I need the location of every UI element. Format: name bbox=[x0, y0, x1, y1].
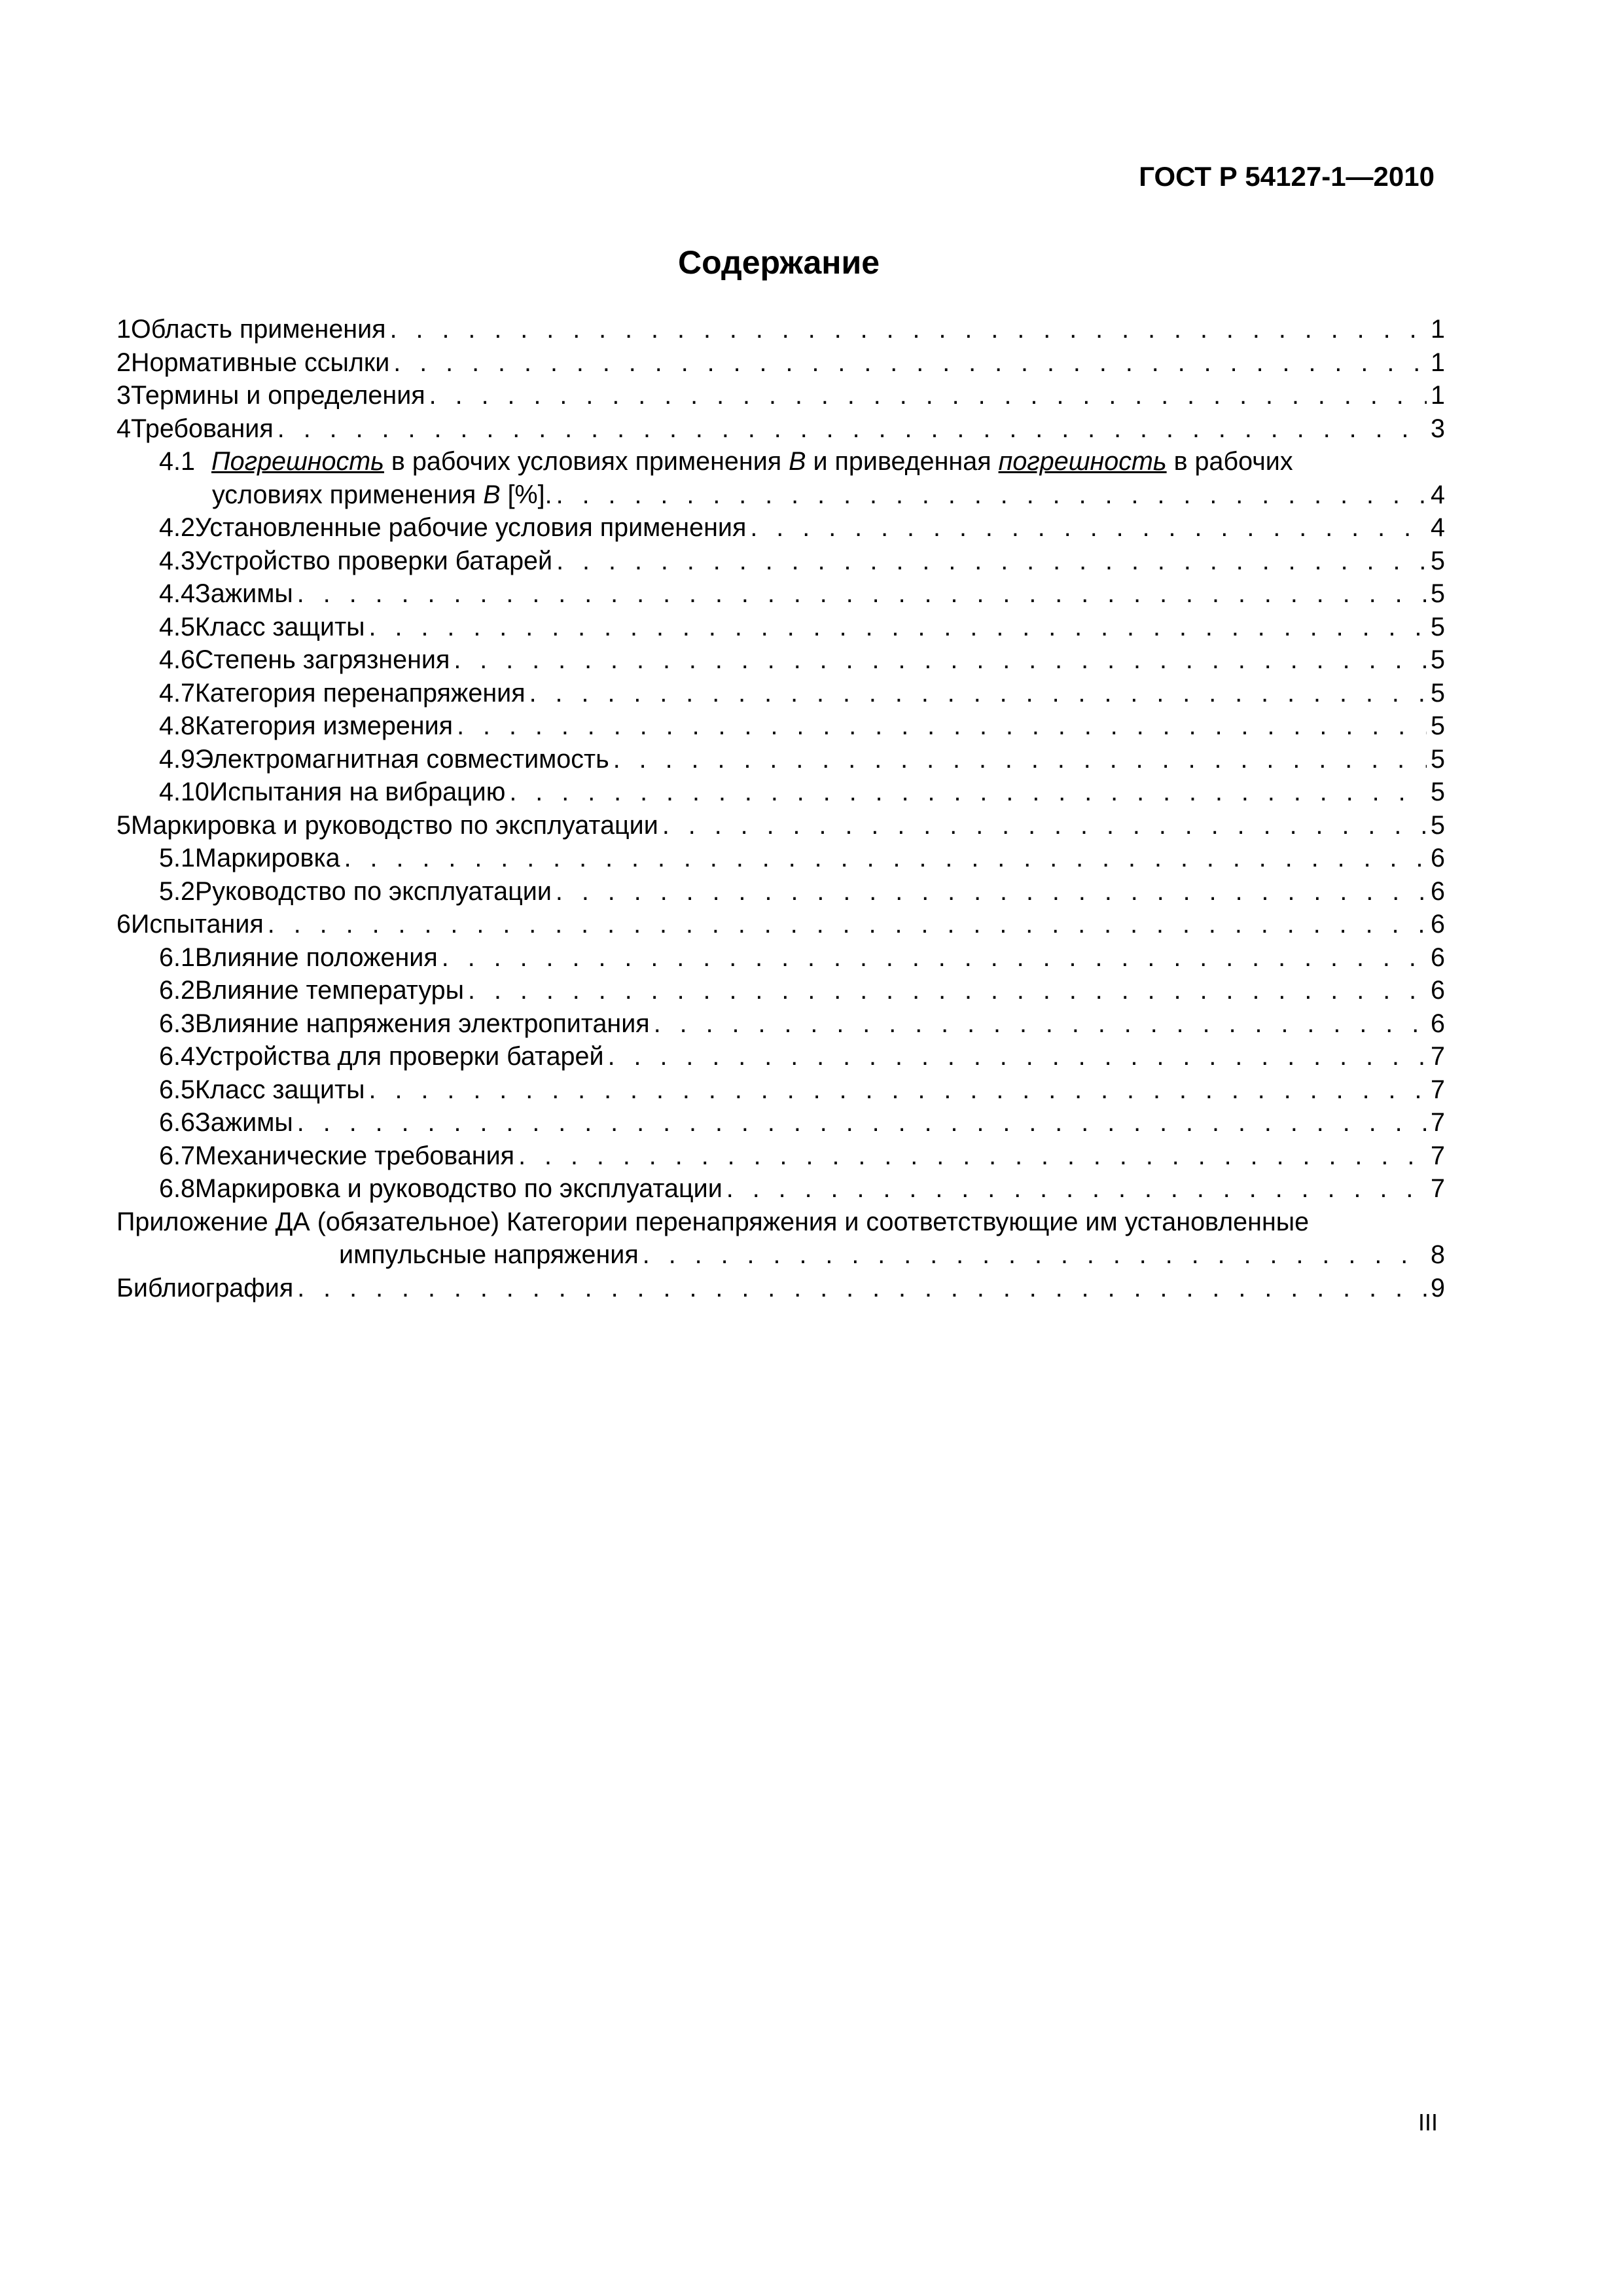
toc-label: Термины и определения bbox=[130, 381, 425, 410]
toc-page: 4 bbox=[1431, 480, 1445, 509]
toc-entry-4-6[interactable] bbox=[116, 643, 1445, 677]
toc-page: 6 bbox=[1431, 976, 1445, 1005]
toc-number: 6.8 bbox=[159, 1174, 195, 1203]
symbol-b: B bbox=[483, 480, 501, 509]
toc-page: 7 bbox=[1431, 1174, 1445, 1203]
toc-page: 5 bbox=[1431, 778, 1445, 806]
toc-label: Руководство по эксплуатации bbox=[194, 876, 552, 906]
toc-entry-5-2[interactable] bbox=[116, 875, 1445, 908]
toc-number: 4.7 bbox=[159, 678, 195, 708]
toc-page: 5 bbox=[1431, 546, 1445, 575]
dot-leader bbox=[369, 611, 1427, 644]
toc-label-part: в рабочих bbox=[1166, 447, 1293, 476]
toc-number: 6.6 bbox=[159, 1108, 195, 1137]
dot-leader bbox=[509, 776, 1427, 809]
toc-label: Категория измерения bbox=[194, 711, 454, 740]
toc-number: 4.5 bbox=[159, 612, 195, 641]
toc-page: 1 bbox=[1431, 381, 1445, 410]
toc-number: 3 bbox=[116, 381, 131, 410]
toc-page: 5 bbox=[1431, 810, 1445, 840]
toc-page: 8 bbox=[1431, 1240, 1445, 1269]
toc-number: 4.10 bbox=[159, 778, 209, 806]
toc-label: Механические требования bbox=[194, 1141, 515, 1170]
toc-page: 5 bbox=[1431, 744, 1445, 774]
toc-label: Электромагнитная совместимость bbox=[194, 744, 609, 774]
toc-label: Испытания на вибрацию bbox=[209, 778, 506, 806]
toc-label-part: условиях применения bbox=[212, 480, 484, 509]
toc-entry-4-3[interactable] bbox=[116, 545, 1445, 578]
toc-entry-4-10[interactable] bbox=[116, 776, 1445, 809]
dot-leader bbox=[277, 412, 1427, 446]
toc-label: Маркировка и руководство по эксплуатации bbox=[130, 810, 658, 840]
toc-number: 5 bbox=[116, 810, 131, 840]
toc-label: Маркировка bbox=[194, 844, 340, 872]
dot-leader bbox=[442, 941, 1427, 975]
toc-label: Влияние температуры bbox=[194, 976, 464, 1005]
toc-entry-1[interactable] bbox=[116, 313, 1445, 346]
toc-page: 6 bbox=[1431, 942, 1445, 972]
toc-number: 4.8 bbox=[159, 711, 195, 740]
toc-entry-4-1[interactable] bbox=[116, 445, 1445, 478]
toc-entry-4-7[interactable] bbox=[116, 677, 1445, 710]
dot-leader bbox=[297, 577, 1427, 611]
toc-label: Маркировка и руководство по эксплуатации bbox=[194, 1174, 722, 1203]
toc-number: 4.4 bbox=[159, 579, 195, 608]
toc-entry-6-2[interactable] bbox=[116, 974, 1445, 1007]
toc-page: 5 bbox=[1431, 645, 1445, 674]
toc-page: 5 bbox=[1431, 678, 1445, 708]
toc-entry-5-1[interactable] bbox=[116, 842, 1445, 875]
toc-number: 5.1 bbox=[159, 844, 195, 872]
document-code: ГОСТ Р 54127-1—2010 bbox=[1139, 161, 1435, 192]
dot-leader bbox=[268, 908, 1427, 941]
dot-leader bbox=[390, 313, 1427, 346]
toc-entry-6-4[interactable] bbox=[116, 1040, 1445, 1073]
toc-label-part: в рабочих условиях применения bbox=[383, 447, 789, 476]
toc-page: 4 bbox=[1431, 513, 1445, 542]
toc-entry-6-8[interactable] bbox=[116, 1172, 1445, 1206]
toc-page: 5 bbox=[1431, 579, 1445, 608]
dot-leader bbox=[654, 1007, 1427, 1041]
toc-number: 4 bbox=[116, 414, 131, 443]
toc-number: 6.4 bbox=[159, 1042, 195, 1071]
toc-page: 3 bbox=[1431, 414, 1445, 443]
toc-label: Зажимы bbox=[194, 1108, 293, 1137]
toc-label: Устройство проверки батарей bbox=[194, 546, 553, 575]
dot-leader bbox=[518, 1139, 1427, 1173]
toc-entry-3[interactable] bbox=[116, 379, 1445, 412]
dot-leader bbox=[556, 545, 1427, 578]
toc-entry-6[interactable] bbox=[116, 908, 1445, 941]
toc-page: 5 bbox=[1431, 711, 1445, 740]
toc-label-part: [%]. bbox=[500, 480, 552, 509]
toc-number: 5.2 bbox=[159, 876, 195, 906]
toc-entry-4-1-continuation[interactable] bbox=[116, 478, 1445, 512]
dot-leader bbox=[613, 743, 1427, 776]
toc-entry-4[interactable] bbox=[116, 412, 1445, 446]
toc-label: Класс защиты bbox=[194, 612, 365, 641]
toc-number: 6 bbox=[116, 910, 131, 939]
toc-page: 7 bbox=[1431, 1075, 1445, 1104]
toc-page: 6 bbox=[1431, 1009, 1445, 1038]
toc-page: 5 bbox=[1431, 612, 1445, 641]
toc-entry-4-8[interactable] bbox=[116, 709, 1445, 743]
term-emphasis: Погрешность bbox=[211, 447, 384, 476]
toc-entry-5[interactable] bbox=[116, 809, 1445, 842]
dot-leader bbox=[429, 379, 1427, 412]
toc-entry-4-2[interactable] bbox=[116, 511, 1445, 545]
toc-page: 1 bbox=[1431, 348, 1445, 377]
dot-leader bbox=[662, 809, 1427, 842]
toc-page: 6 bbox=[1431, 876, 1445, 906]
toc-label: Область применения bbox=[130, 315, 386, 344]
toc-label: Установленные рабочие условия применения bbox=[194, 513, 747, 542]
toc-label: Приложение ДА (обязательное) Категории перенапряжения и соответствующие им установленные bbox=[116, 1207, 1310, 1236]
toc-label: Класс защиты bbox=[194, 1075, 365, 1104]
table-of-contents bbox=[116, 313, 1445, 1304]
dot-leader bbox=[556, 875, 1427, 908]
toc-label: Влияние напряжения электропитания bbox=[194, 1009, 650, 1038]
toc-page: 9 bbox=[1431, 1273, 1445, 1302]
toc-entry-appendix-da-continuation[interactable] bbox=[116, 1238, 1445, 1272]
toc-label-part: и приведенная bbox=[806, 447, 999, 476]
toc-entry-4-4[interactable] bbox=[116, 577, 1445, 611]
term-emphasis: погрешность bbox=[998, 447, 1167, 476]
toc-page: 1 bbox=[1431, 315, 1445, 344]
dot-leader bbox=[454, 643, 1427, 677]
toc-entry-4-5[interactable] bbox=[116, 611, 1445, 644]
toc-number: 6.1 bbox=[159, 942, 195, 972]
toc-label: Нормативные ссылки bbox=[130, 348, 390, 377]
toc-number: 4.1 bbox=[159, 447, 195, 476]
toc-entry-appendix-da[interactable] bbox=[116, 1206, 1445, 1239]
page-title: Содержание bbox=[677, 244, 880, 281]
toc-label: Библиография bbox=[116, 1273, 294, 1302]
toc-entry-2[interactable] bbox=[116, 346, 1445, 380]
dot-leader bbox=[297, 1106, 1427, 1139]
dot-leader bbox=[643, 1238, 1427, 1272]
toc-page: 6 bbox=[1431, 910, 1445, 939]
toc-entry-6-3[interactable] bbox=[116, 1007, 1445, 1041]
toc-number: 4.9 bbox=[159, 744, 195, 774]
toc-page: 7 bbox=[1431, 1042, 1445, 1071]
toc-label: Степень загрязнения bbox=[194, 645, 450, 674]
dot-leader bbox=[468, 974, 1427, 1007]
toc-label bbox=[212, 478, 552, 512]
toc-entry-bibliography[interactable] bbox=[116, 1272, 1445, 1305]
toc-label: Требования bbox=[130, 414, 274, 443]
toc-label: Устройства для проверки батарей bbox=[194, 1042, 604, 1071]
toc-label: Категория перенапряжения bbox=[194, 678, 526, 708]
toc-entry-6-6[interactable] bbox=[116, 1106, 1445, 1139]
toc-page: 7 bbox=[1431, 1141, 1445, 1170]
dot-leader bbox=[393, 346, 1427, 380]
dot-leader bbox=[344, 842, 1427, 875]
toc-entry-6-7[interactable] bbox=[116, 1139, 1445, 1173]
toc-entry-6-1[interactable] bbox=[116, 941, 1445, 975]
toc-label: Влияние положения bbox=[194, 942, 438, 972]
symbol-b: B bbox=[789, 447, 806, 476]
toc-number: 6.3 bbox=[159, 1009, 195, 1038]
dot-leader bbox=[457, 709, 1427, 743]
toc-number: 6.5 bbox=[159, 1075, 195, 1104]
dot-leader bbox=[726, 1172, 1427, 1206]
dot-leader bbox=[529, 677, 1427, 710]
toc-label bbox=[211, 445, 1293, 478]
toc-entry-4-9[interactable] bbox=[116, 743, 1445, 776]
toc-label: Испытания bbox=[130, 910, 264, 939]
page-number: III bbox=[1418, 2109, 1438, 2136]
toc-number: 4.6 bbox=[159, 645, 195, 674]
toc-number: 6.7 bbox=[159, 1141, 195, 1170]
dot-leader bbox=[608, 1040, 1427, 1073]
dot-leader bbox=[369, 1073, 1427, 1107]
dot-leader bbox=[556, 478, 1427, 512]
toc-label: Зажимы bbox=[194, 579, 293, 608]
dot-leader bbox=[750, 511, 1427, 545]
toc-number: 6.2 bbox=[159, 976, 195, 1005]
toc-number: 2 bbox=[116, 348, 131, 377]
toc-number: 4.3 bbox=[159, 546, 195, 575]
toc-page: 7 bbox=[1431, 1108, 1445, 1137]
toc-label: импульсные напряжения bbox=[339, 1240, 639, 1269]
toc-number: 4.2 bbox=[159, 513, 195, 542]
dot-leader bbox=[297, 1272, 1427, 1305]
toc-entry-6-5[interactable] bbox=[116, 1073, 1445, 1107]
toc-page: 6 bbox=[1431, 844, 1445, 872]
toc-number: 1 bbox=[116, 315, 131, 344]
